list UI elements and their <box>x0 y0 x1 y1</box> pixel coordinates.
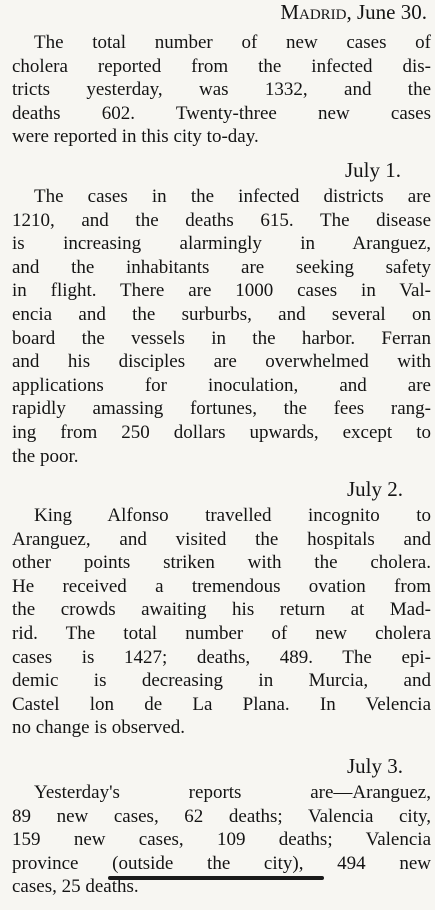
text-line: ing from 250 dollars upwards, except to <box>12 421 431 443</box>
text-line: deaths 602. Twenty-three new cases <box>12 102 431 124</box>
text-line: board the vessels in the harbor. Ferran <box>12 327 431 349</box>
dateline-july-3: July 3. <box>346 754 403 779</box>
text-line: the crowds awaiting his return at Mad- <box>12 599 431 621</box>
dateline-july-2: July 2. <box>346 477 403 502</box>
text-line: Aranguez, and visited the hospitals and <box>12 528 431 550</box>
text-line: cases, 25 deaths. <box>12 876 139 898</box>
paragraph-july-3 <box>12 781 431 899</box>
text-line: in flight. There are 1000 cases in Val- <box>12 280 431 302</box>
text-line: applications for inoculation, and are <box>12 374 431 396</box>
text-line: and his disciples are overwhelmed with <box>12 351 431 373</box>
end-rule <box>108 876 324 880</box>
text-line: The total number of new cases of <box>34 32 431 53</box>
text-line: the poor. <box>12 445 79 467</box>
text-line: other points striken with the cholera. <box>12 552 431 574</box>
paragraph-june-30 <box>12 31 431 149</box>
text-line: province (outside the city), 494 new <box>12 852 431 874</box>
text-line: He received a tremendous ovation from <box>12 575 431 597</box>
text-line: is increasing alarmingly in Aranguez, <box>12 233 431 255</box>
text-line: no change is observed. <box>12 717 186 739</box>
text-line: cases is 1427; deaths, 489. The epi- <box>12 646 431 668</box>
text-line: The cases in the infected districts are <box>34 185 431 207</box>
text-line: tricts yesterday, was 1332, and the <box>12 79 431 101</box>
text-line: King Alfonso travelled incognito to <box>34 505 431 527</box>
dateline-city: Madrid <box>280 0 347 24</box>
text-line: demic is decreasing in Murcia, and <box>12 670 431 692</box>
text-line: encia and the surburbs, and several on <box>12 303 431 325</box>
text-line: 89 new cases, 62 deaths; Valencia city, <box>12 805 431 827</box>
dateline-july-1: July 1. <box>344 157 401 182</box>
text-line: cholera reported from the infected dis- <box>12 55 431 77</box>
text-line: rapidly amassing fortunes, the fees rang- <box>12 398 431 420</box>
text-line: rid. The total number of new cholera <box>12 623 431 645</box>
text-line: Yesterday's reports are—Aranguez, <box>34 782 431 804</box>
text-line: 159 new cases, 109 deaths; Valencia <box>12 829 431 851</box>
dateline-date: June 30. <box>357 0 427 24</box>
text-line: and the inhabitants are seeking safety <box>12 256 431 278</box>
paragraph-july-1 <box>12 185 431 468</box>
dateline-madrid <box>12 0 431 25</box>
dateline-comma: , <box>346 0 357 24</box>
text-line: Castel lon de La Plana. In Velencia <box>12 693 431 715</box>
text-line: were reported in this city to-day. <box>12 126 259 148</box>
paragraph-july-2 <box>12 504 431 740</box>
text-line: 1210, and the deaths 615. The disease <box>12 209 431 231</box>
